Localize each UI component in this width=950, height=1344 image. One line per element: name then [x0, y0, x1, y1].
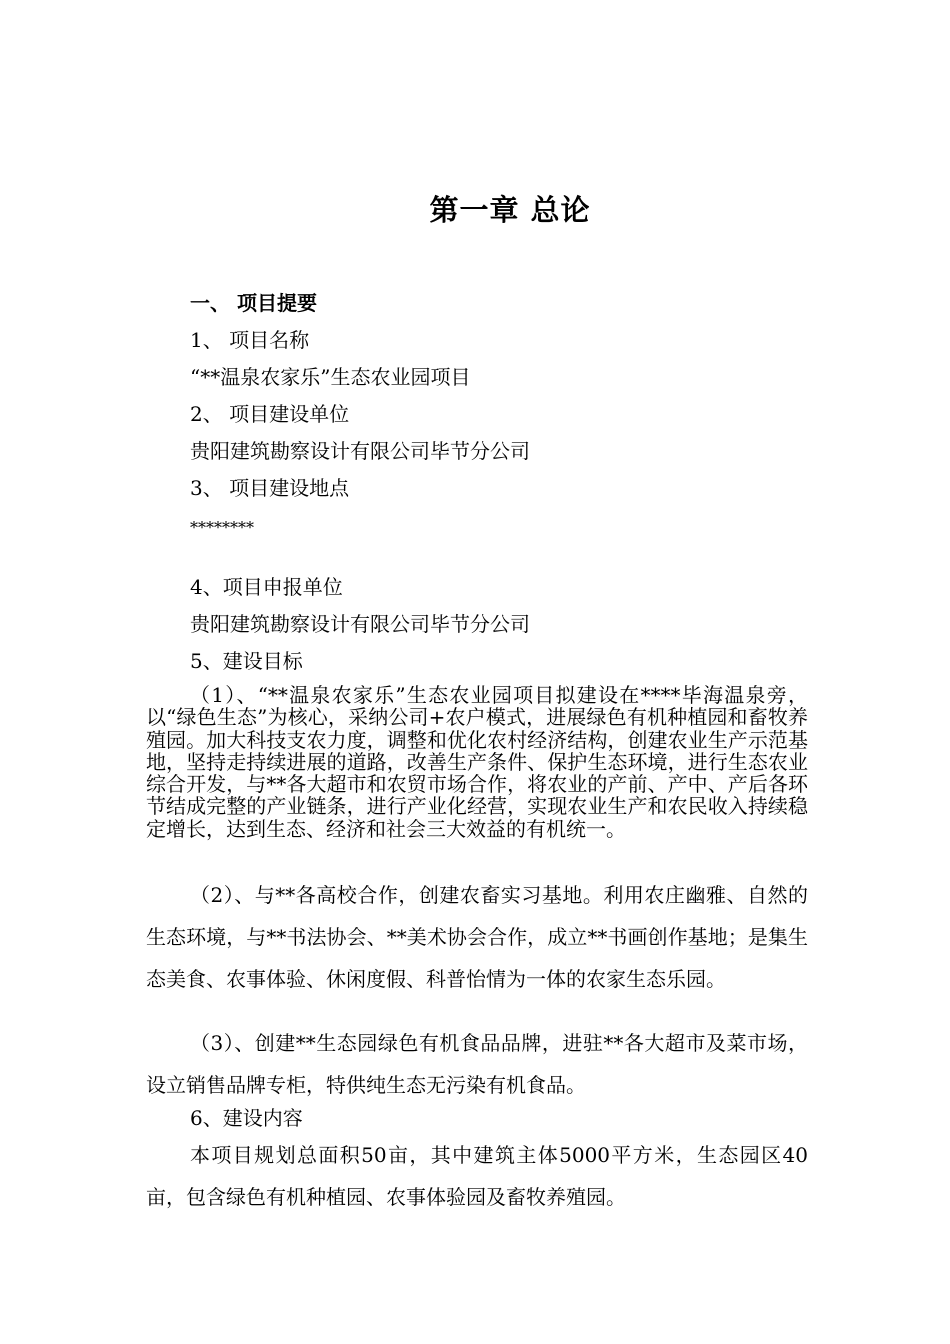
item-4-label: 4、项目申报单位: [190, 575, 343, 599]
goal-paragraph-2: （2）、与**各高校合作，创建农畜实习基地。利用农庄幽雅、自然的生态环境，与**书法协会、**美术协会合作，成立**书画创作基地；是集生态美食、农事体验、休闲度假、科普怡情为一体的农家生态乐园。: [146, 883, 808, 991]
content-paragraph: 本项目规划总面积50亩，其中建筑主体5000平方米，生态园区40亩，包含绿色有机种植园、农事体验园及畜牧养殖园。: [146, 1143, 808, 1209]
goal-label: 5、建设目标: [190, 649, 303, 673]
item-4-value: 贵阳建筑勘察设计有限公司毕节分公司: [190, 612, 530, 636]
goal-paragraph-3: （3）、创建**生态园绿色有机食品品牌，进驻**各大超市及菜市场，设立销售品牌专柜，特供纯生态无污染有机食品。: [146, 1031, 808, 1097]
content-label: 6、建设内容: [190, 1106, 303, 1130]
section-heading: 一、 项目提要: [190, 291, 317, 315]
item-1-label: 1、 项目名称: [190, 328, 310, 352]
item-3-label: 3、 项目建设地点: [190, 476, 350, 500]
item-2-label: 2、 项目建设单位: [190, 402, 350, 426]
item-3-value: ********: [190, 518, 254, 537]
item-1-value: “**温泉农家乐”生态农业园项目: [190, 365, 471, 389]
item-2-value: 贵阳建筑勘察设计有限公司毕节分公司: [190, 439, 530, 463]
chapter-title: 第一章 总论: [429, 193, 591, 227]
goal-paragraph-1: （1）、“**温泉农家乐”生态农业园项目拟建设在****毕海温泉旁，以“绿色生态”为核心，采纳公司+农户模式，进展绿色有机种植园和畜牧养殖园。加大科技支农力度，调整和优化农村经济结构，创建农业生产示范基地，坚持走持续进展的道路，改善生产条件、保护生态环境，进行生态农业综合开发，与**各大超市和农贸市场合作，将农业的产前、产中、产后各环节结成完整的产业链条，进行产业化经营，实现农业生产和农民收入持续稳定增长，达到生态、经济和社会三大效益的有机统一。: [146, 683, 808, 841]
